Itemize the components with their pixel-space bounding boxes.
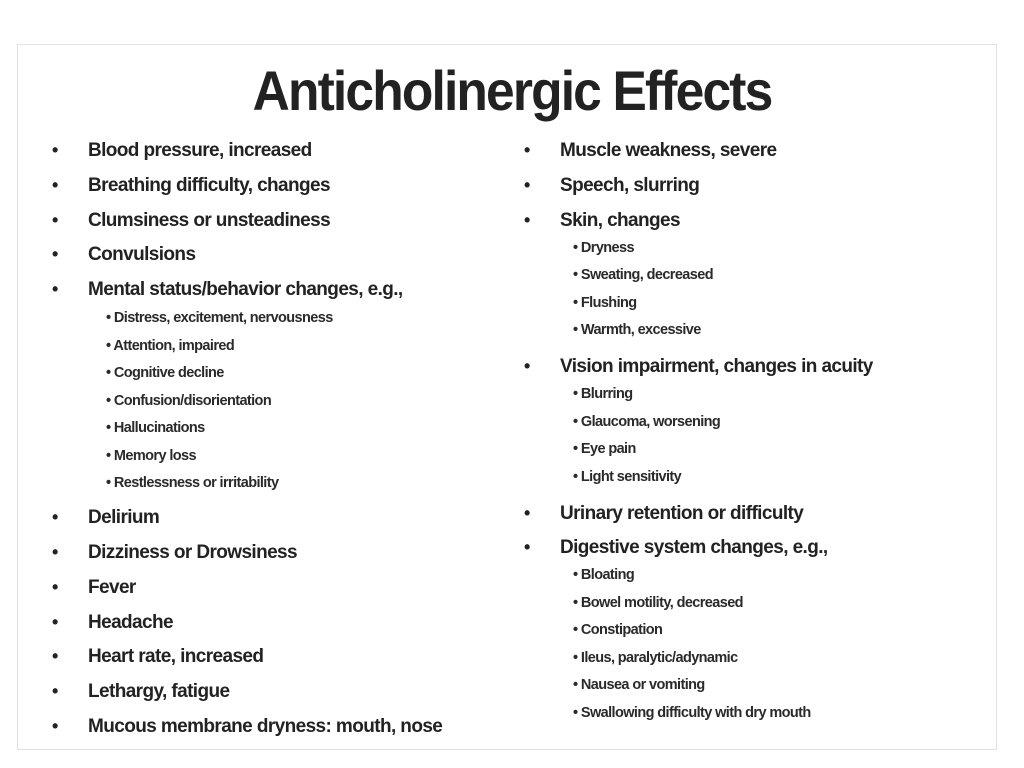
left-column-sub-item: • Restlessness or irritability (106, 475, 279, 492)
bullet-marker: • (524, 174, 530, 195)
bullet-marker: • (52, 716, 58, 736)
bullet-marker: • (524, 502, 530, 523)
bullet-marker: • (52, 542, 58, 562)
bullet-label: Blood pressure, increased (88, 140, 312, 161)
bullet-marker: • (524, 356, 530, 377)
bullet-label: Heart rate, increased (88, 646, 264, 668)
bullet-label: Mucous membrane dryness: mouth, nose (88, 716, 443, 737)
left-column-sub-item: • Confusion/disorientation (106, 392, 272, 409)
bullet-marker: • (52, 174, 58, 195)
right-column-sub-item: • Nausea or vomiting (573, 677, 705, 694)
bullet-label: Clumsiness or unsteadiness (88, 209, 331, 231)
slide-title: Anticholinergic Effects (252, 59, 772, 122)
bullet-marker: • (52, 611, 58, 632)
bullet-marker: • (52, 681, 58, 702)
bullet-label: Skin, changes (560, 209, 680, 231)
right-column-sub-item: • Dryness (573, 239, 634, 256)
left-column-sub-item: • Attention, impaired (106, 337, 235, 354)
bullet-label: Convulsions (88, 244, 196, 266)
right-column-sub-item: • Bloating (573, 567, 635, 584)
bullet-label: Delirium (88, 507, 160, 529)
left-column-sub-item: • Memory loss (106, 447, 196, 464)
bullet-marker: • (52, 507, 58, 528)
right-column-sub-item: • Light sensitivity (573, 468, 682, 485)
bullet-marker: • (52, 140, 58, 160)
bullet-label: Breathing difficulty, changes (88, 174, 330, 196)
right-column-sub-item: • Warmth, excessive (573, 322, 701, 339)
bullet-marker: • (524, 537, 530, 558)
bullet-marker: • (52, 576, 58, 597)
right-column-sub-item: • Blurring (573, 386, 633, 403)
bullet-marker: • (524, 140, 530, 160)
bullet-label: Urinary retention or difficulty (560, 502, 804, 524)
bullet-label: Lethargy, fatigue (88, 681, 230, 703)
left-column-sub-item: • Hallucinations (106, 420, 205, 437)
right-column-sub-item: • Sweating, decreased (573, 267, 713, 284)
bullet-marker: • (52, 279, 58, 300)
right-column-sub-item: • Swallowing difficulty with dry mouth (573, 704, 811, 721)
bullet-marker: • (524, 209, 530, 230)
right-column-sub-item: • Bowel motility, decreased (573, 594, 743, 611)
right-column-sub-item: • Eye pain (573, 441, 636, 458)
bullet-label: Dizziness or Drowsiness (88, 542, 297, 563)
bullet-marker: • (52, 646, 58, 667)
bullet-label: Mental status/behavior changes, e.g., (88, 279, 403, 301)
bullet-label: Vision impairment, changes in acuity (560, 356, 873, 378)
bullet-label: Speech, slurring (560, 174, 700, 196)
left-column-sub-item: • Cognitive decline (106, 365, 224, 382)
bullet-label: Headache (88, 611, 173, 633)
bullet-label: Muscle weakness, severe (560, 140, 777, 161)
right-column-sub-item: • Flushing (573, 294, 637, 311)
bullet-marker: • (52, 209, 58, 230)
right-column-sub-item: • Constipation (573, 622, 663, 639)
left-column-sub-item: • Distress, excitement, nervousness (106, 310, 333, 327)
bullet-label: Fever (88, 576, 136, 598)
right-column-sub-item: • Glaucoma, worsening (573, 413, 721, 430)
bullet-label: Digestive system changes, e.g., (560, 537, 828, 559)
bullet-marker: • (52, 244, 58, 265)
right-column-sub-item: • Ileus, paralytic/adynamic (573, 649, 738, 666)
